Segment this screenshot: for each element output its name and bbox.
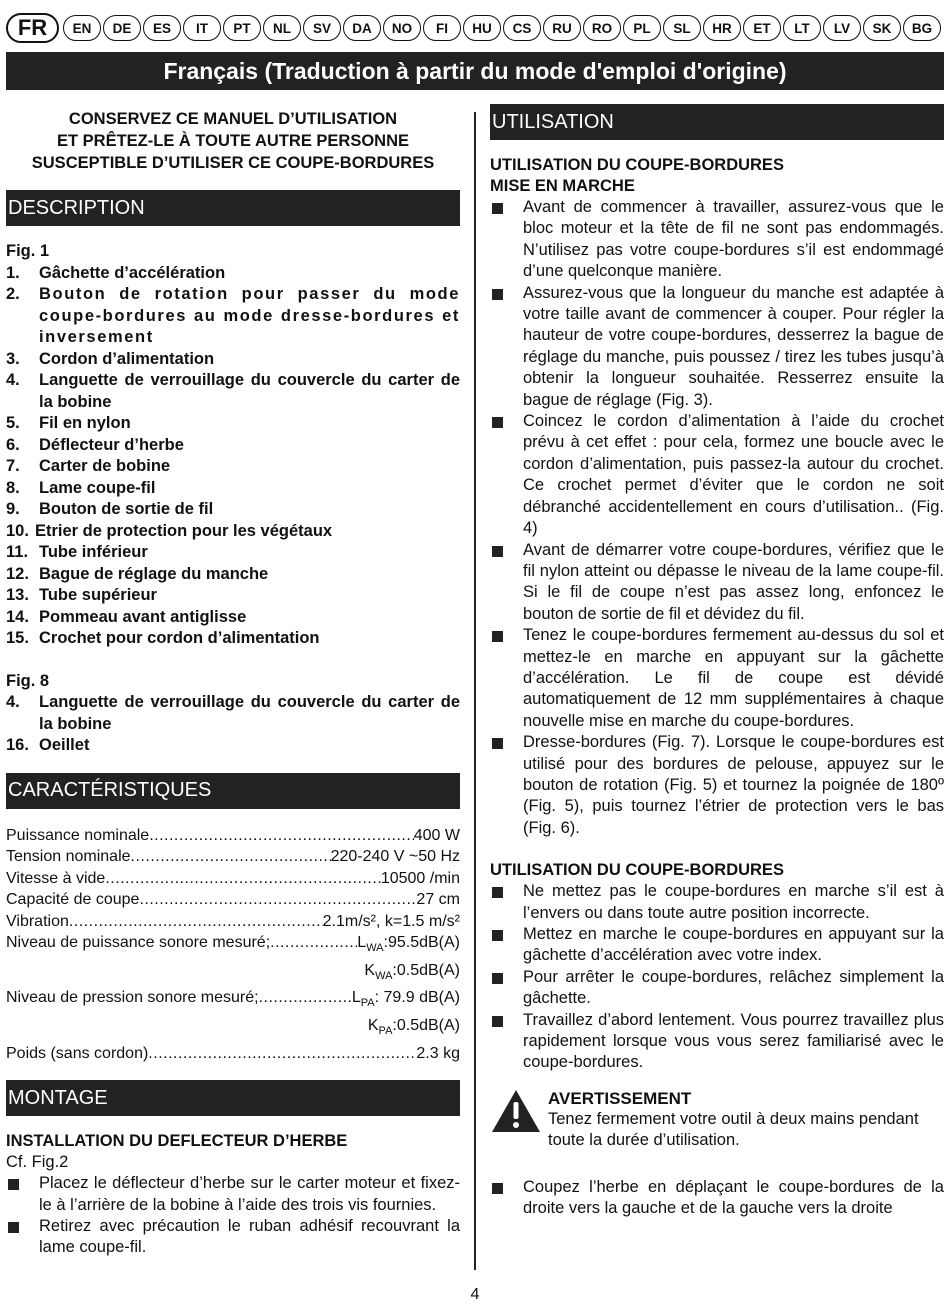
leader-dots	[131, 846, 331, 868]
keep-manual-line: CONSERVEZ CE MANUEL D’UTILISATION	[68, 110, 398, 128]
utilisation-heading: UTILISATION	[490, 104, 944, 140]
spec-row-kwa: $K_{WA}:0.5dB(A)$	[364, 961, 460, 982]
item-text: Oeillet	[39, 736, 90, 754]
list-item	[6, 413, 460, 435]
item-number: 15.	[6, 629, 29, 647]
list-item	[6, 692, 460, 735]
language-tab[interactable]: SV	[303, 15, 341, 41]
spec-row	[6, 1043, 460, 1065]
warning-text: Tenez fermement votre outil à deux mains pendant toute la durée d’utilisation.	[548, 1109, 919, 1150]
language-tab[interactable]: ET	[743, 15, 781, 41]
language-tab-active[interactable]: FR	[6, 13, 59, 43]
language-tab[interactable]: CS	[503, 15, 541, 41]
montage-ref: Cf. Fig.2	[6, 1153, 69, 1172]
bullet-text: Tenez le coupe-bordures fermement au-dessus du sol et mettez-le en marche en appuyant sur la gâchette d’accélération. Le fil de coupe est dévidé automatiquement de 12 mm supplémentaires à chaque nouvelle mise en marche du coupe-bordures.	[523, 626, 944, 730]
bullet-icon	[6, 1173, 39, 1216]
lpa-value: : 79.9 dB(A)	[374, 989, 460, 1007]
item-text: Bouton de rotation pour passer du mode coupe-bordures au mode dresse-bordures et inversement	[39, 285, 460, 346]
spec-value: 400 W	[413, 826, 460, 844]
fig8-parts-list	[6, 692, 460, 757]
item-number: 8.	[6, 478, 20, 497]
item-text: Languette de verrouillage du couvercle du carter de la bobine	[39, 693, 460, 733]
list-item	[490, 411, 944, 539]
list-item	[490, 1177, 944, 1220]
bullet-icon	[490, 967, 523, 1010]
item-number: 10.	[6, 521, 29, 540]
kwa-value: :0.5dB(A)	[392, 961, 460, 979]
language-tab[interactable]: RO	[583, 15, 621, 41]
bullet-icon	[490, 924, 523, 967]
list-item	[6, 564, 460, 586]
language-bar	[6, 11, 946, 45]
keep-manual-line: SUSCEPTIBLE D’UTILISER CE COUPE-BORDURES	[31, 154, 435, 172]
item-text: Languette de verrouillage du couvercle du carter de la bobine	[39, 371, 460, 411]
kpa-value: :0.5dB(A)	[392, 1017, 460, 1035]
utilisation-subheading-2: UTILISATION DU COUPE-BORDURES	[490, 861, 784, 880]
item-text: Crochet pour cordon d’alimentation	[39, 629, 320, 647]
leader-dots	[69, 911, 323, 933]
language-tab[interactable]: NO	[383, 15, 421, 41]
item-text: Etrier de protection pour les végétaux	[35, 521, 333, 540]
list-item	[6, 607, 460, 629]
bullet-icon	[490, 197, 523, 283]
bullet-text: Coupez l’herbe en déplaçant le coupe-bordures de la droite vers la gauche et de la gauche vers la droite	[523, 1177, 944, 1218]
language-tab[interactable]: LT	[783, 15, 821, 41]
spec-row	[6, 825, 460, 847]
list-item	[490, 197, 944, 283]
left-column	[6, 108, 460, 1259]
bullet-text: Coincez le cordon d’alimentation à l’aide du crochet prévu à cet effet : pour cela, formez une boucle avec le cordon d’alimentation, puis passez-la autour du crochet. Ce crochet permet d’éviter que le cordon ne soit débranché accidentellement en cours d’utilisation.. (Fig. 4)	[523, 412, 944, 538]
language-tab[interactable]: RU	[543, 15, 581, 41]
right-column	[490, 104, 944, 1220]
utilisation-bullets	[490, 881, 944, 1074]
keep-manual-line: ET PRÊTEZ-LE À TOUTE AUTRE PERSONNE	[56, 132, 410, 150]
list-item	[6, 263, 460, 285]
spec-value: $L_{WA}:95.5dB(A)$	[357, 934, 460, 955]
item-number: 13.	[6, 586, 29, 604]
list-item	[490, 283, 944, 411]
language-tab[interactable]: LV	[823, 15, 861, 41]
bullet-icon	[490, 540, 523, 626]
list-item	[6, 1216, 460, 1259]
specs-table	[6, 825, 460, 1065]
spec-label: Puissance nominale	[6, 826, 150, 844]
spec-label: Niveau de pression sonore mesuré;	[6, 989, 259, 1007]
bullet-icon	[490, 881, 523, 924]
leader-dots	[270, 932, 357, 960]
bullet-icon	[490, 732, 523, 839]
item-text: Tube inférieur	[39, 543, 148, 561]
list-item	[490, 625, 944, 732]
item-number: 4.	[6, 693, 20, 711]
bullet-icon	[490, 1177, 523, 1220]
language-tab[interactable]: IT	[183, 15, 221, 41]
spec-row-kpa: $K_{PA}:0.5dB(A)$	[367, 1017, 460, 1038]
item-text: Déflecteur d’herbe	[39, 435, 184, 454]
list-item	[6, 585, 460, 607]
item-number: 1.	[6, 263, 20, 282]
bullet-text: Ne mettez pas le coupe-bordures en marche s’il est à l’envers ou dans toute autre position incorrecte.	[523, 882, 944, 922]
warning-icon	[490, 1088, 548, 1152]
spec-value: $L_{PA}$: 79.9 dB(A)	[351, 989, 460, 1010]
language-tab[interactable]: DE	[103, 15, 141, 41]
item-number: 6.	[6, 435, 20, 454]
specs-heading: CARACTÉRISTIQUES	[6, 773, 460, 809]
list-item	[6, 435, 460, 457]
language-tab[interactable]: SK	[863, 15, 901, 41]
bullet-text: Placez le déflecteur d’herbe sur le carter moteur et fixez-le à l’arrière de la bobine à l’aide des trois vis fournies.	[39, 1174, 460, 1214]
bullet-text: Mettez en marche le coupe-bordures en appuyant sur la gâchette d’accélération avec votre index.	[523, 925, 944, 965]
utilisation-subheading: UTILISATION DU COUPE-BORDURES	[490, 156, 784, 174]
mise-en-marche-bullets	[490, 197, 944, 839]
spec-row	[6, 889, 460, 911]
list-item	[6, 542, 460, 564]
leader-dots	[139, 889, 416, 911]
language-tab[interactable]: DA	[343, 15, 381, 41]
bullet-icon	[6, 1216, 39, 1259]
item-number: 2.	[6, 285, 20, 303]
language-tab[interactable]: EN	[63, 15, 101, 41]
spec-row	[6, 846, 460, 868]
spec-label: Vibration	[6, 912, 69, 930]
language-tab[interactable]: BG	[903, 15, 941, 41]
leader-dots	[105, 868, 381, 890]
list-item	[6, 370, 460, 413]
spec-label: Poids (sans cordon)	[6, 1044, 149, 1062]
bullet-text: Retirez avec précaution le ruban adhésif recouvrant la lame coupe-fil.	[39, 1217, 460, 1257]
montage-subheading: INSTALLATION DU DEFLECTEUR D’HERBE	[6, 1132, 348, 1151]
spec-value: 2.3 kg	[416, 1044, 460, 1062]
item-text: Carter de bobine	[39, 457, 171, 475]
language-tab[interactable]: NL	[263, 15, 301, 41]
list-item	[6, 735, 460, 757]
bullet-text: Pour arrêter le coupe-bordures, relâchez simplement la gâchette.	[523, 967, 944, 1008]
item-number: 12.	[6, 564, 29, 583]
bullet-icon	[490, 625, 523, 732]
mise-en-marche-subheading: MISE EN MARCHE	[490, 177, 635, 195]
item-number: 4.	[6, 371, 20, 389]
item-number: 7.	[6, 457, 20, 475]
parts-list	[6, 263, 460, 650]
list-item	[6, 478, 460, 500]
bullet-text: Avant de commencer à travailler, assurez-vous que le bloc moteur et la tête de fil ne sont pas endommagés. N’utilisez pas votre coupe-bordures s’il est endommagé d’une quelconque manière.	[523, 198, 944, 281]
spec-label: Capacité de coupe	[6, 891, 140, 908]
item-number: 3.	[6, 349, 20, 368]
list-item	[6, 628, 460, 650]
spec-label: Niveau de puissance sonore mesuré;	[6, 934, 271, 951]
list-item	[490, 732, 944, 839]
page-number: 4	[470, 1286, 480, 1303]
description-heading: DESCRIPTION	[6, 190, 460, 226]
list-item	[490, 967, 944, 1010]
spec-row	[6, 911, 460, 933]
item-number: 11.	[6, 543, 29, 561]
column-divider	[474, 112, 476, 1270]
language-tab[interactable]: HR	[703, 15, 741, 41]
leader-dots	[259, 987, 352, 1015]
spec-row	[6, 868, 460, 890]
item-number: 16.	[6, 736, 29, 754]
warning-box	[490, 1088, 944, 1152]
warning-title: AVERTISSEMENT	[548, 1088, 692, 1108]
bullet-text: Travaillez d’abord lentement. Vous pourrez travaillez plus rapidement lorsque vous vous serez familiarisé avec le coupe-bordures.	[523, 1010, 944, 1072]
list-item	[490, 1010, 944, 1074]
bullet-text: Assurez-vous que la longueur du manche est adaptée à votre taille avant de commencer à couper. Pour régler la hauteur de votre coupe-bordures, desserrez la bague de réglage du manche, puis poussez / tirez les tubes jusqu’à obtenir la longueur souhaitée. Resserrez ensuite la bague de réglage (Fig. 3).	[523, 283, 944, 409]
language-tab[interactable]: PT	[223, 15, 261, 41]
bullet-text: Dresse-bordures (Fig. 7). Lorsque le coupe-bordures est utilisé pour des bordures de pelouse, appuyez sur le bouton de rotation (Fig. 5) et tournez la poignée de 180º (Fig. 5), puis tournez l’étrier de protection vers le bas (Fig. 6).	[523, 733, 944, 837]
cutting-bullets	[490, 1177, 944, 1220]
bullet-icon	[490, 283, 523, 411]
bullet-icon	[490, 411, 523, 539]
fig8-label: Fig. 8	[6, 671, 50, 690]
spec-value: 27 cm	[416, 891, 460, 908]
item-text: Fil en nylon	[39, 414, 131, 432]
list-item	[6, 1173, 460, 1216]
montage-bullets	[6, 1173, 460, 1259]
item-text: Bouton de sortie de fil	[39, 500, 214, 518]
leader-dots	[149, 825, 414, 847]
fig1-label: Fig. 1	[6, 242, 50, 260]
page-title: Français (Traduction à partir du mode d'emploi d'origine)	[6, 52, 944, 90]
list-item	[6, 456, 460, 478]
list-item	[6, 284, 460, 349]
spec-value: 220-240 V ~50 Hz	[330, 848, 460, 865]
spec-row-sound-pressure	[6, 987, 460, 1015]
bullet-icon	[490, 1010, 523, 1074]
language-tab[interactable]: PL	[623, 15, 661, 41]
list-item	[490, 924, 944, 967]
language-tab[interactable]: HU	[463, 15, 501, 41]
spec-label: Tension nominale	[6, 848, 131, 865]
item-number: 9.	[6, 500, 20, 518]
spec-value: 2.1m/s², k=1.5 m/s²	[322, 912, 460, 930]
item-text: Bague de réglage du manche	[39, 564, 269, 583]
spec-row-sound-power	[6, 932, 460, 960]
item-text: Cordon d’alimentation	[39, 349, 215, 368]
lwa-value: :95.5dB(A)	[383, 934, 460, 951]
list-item	[490, 881, 944, 924]
item-number: 5.	[6, 414, 20, 432]
list-item	[490, 540, 944, 626]
list-item	[6, 349, 460, 371]
language-tab[interactable]: FI	[423, 15, 461, 41]
spec-value: 10500 /min	[380, 869, 460, 887]
leader-dots	[148, 1043, 416, 1065]
spec-label: Vitesse à vide	[6, 869, 106, 887]
montage-heading: MONTAGE	[6, 1080, 460, 1116]
item-text: Tube supérieur	[39, 586, 157, 604]
language-tab[interactable]: ES	[143, 15, 181, 41]
item-text: Pommeau avant antiglisse	[39, 607, 247, 626]
bullet-text: Avant de démarrer votre coupe-bordures, vérifiez que le fil nylon atteint ou dépasse le niveau de la lame coupe-fil. Si le fil de coupe n’est pas assez long, enfoncez le bouton de sortie de fil et dévidez du fil.	[523, 540, 944, 623]
item-text: Lame coupe-fil	[39, 478, 156, 497]
list-item	[6, 521, 460, 543]
item-number: 14.	[6, 607, 29, 626]
item-text: Gâchette d’accélération	[39, 263, 226, 282]
language-tab[interactable]: SL	[663, 15, 701, 41]
list-item	[6, 499, 460, 521]
